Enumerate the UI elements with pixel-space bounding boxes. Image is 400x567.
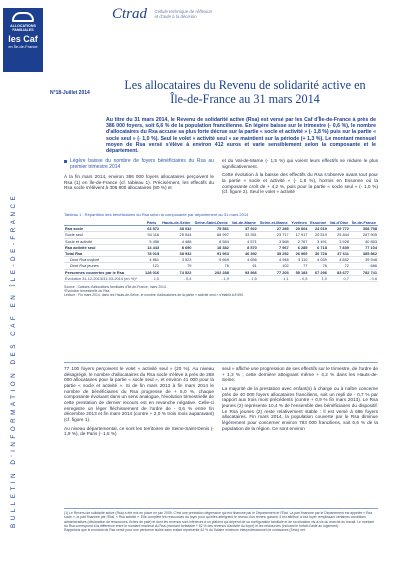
table-cell: 24 019 [308, 226, 327, 232]
table-cell: 20 519 [308, 232, 327, 238]
table-cell: 7 967 [258, 244, 290, 250]
table-cell: 40 853 [350, 238, 378, 244]
table-cell: 8 570 [230, 244, 258, 250]
row-label: Rsa socle [64, 226, 143, 232]
table-cell: 202 288 [192, 269, 229, 275]
row-label: Rsa activité seul [64, 244, 143, 250]
row-label: Socle et activité [64, 238, 143, 244]
logo-line1: ALLOCATIONS [10, 24, 36, 28]
table-cell: 6 718 [308, 244, 327, 250]
table-notes [64, 285, 378, 298]
table-header-cell: Seine-et-Marne [259, 220, 288, 225]
table-cell: 39 948 [350, 257, 378, 263]
table-cell: 79 [160, 263, 192, 269]
bulletin-vertical-title: BULLETIN D'INFORMATION DES CAF EN ÎLE-DE-FRANCE [10, 192, 17, 528]
logo-caf: les Caf [8, 34, 38, 45]
table-cell: 77 203 [258, 269, 290, 275]
table-cell: 4 488 [160, 238, 192, 244]
table-header-cell: Hauts-de-Seine [160, 220, 192, 226]
table-cell: 54 116 [143, 232, 160, 238]
table-cell: 29 772 [328, 226, 350, 232]
table-cell: 66 997 [192, 232, 229, 238]
table-cell: 93 566 [230, 269, 258, 275]
paragraph: et du Val-de-Marne (- 1,5 %) qui voient leurs effectifs se réduire le plus significativement. [222, 158, 378, 169]
table-header-cell: Val-de-Marne [231, 220, 256, 225]
brand-sub-line1: Cellule technique de réflexion [154, 9, 213, 14]
table-cell: 4 948 [258, 257, 290, 263]
table-header-cell: Yvelines [291, 220, 307, 225]
table-header-cell: Val-d'Oise [329, 220, 349, 225]
footnotes [64, 511, 378, 532]
brand-sub-line2: et d'aide à la décision [154, 14, 197, 20]
table-source: Source : Caisses d'allocations familiales d'Île-de-France, mars 2014. [64, 285, 167, 290]
table-cell: 77 [290, 263, 309, 269]
brand-name: Ctrad [112, 6, 148, 22]
table-cell: 35 252 [258, 251, 290, 257]
table-cell: 1,0 [308, 275, 327, 281]
table-cell: 63 572 [143, 226, 160, 232]
table-cell: 30 728 [308, 251, 327, 257]
table-cell: 7 839 [328, 244, 350, 250]
row-label: Total Rsa [64, 251, 143, 257]
table-cell: 75 581 [192, 226, 229, 232]
paragraph: La majorité de la prestation avec enfant(s) à charge ou à naître concerne près de 40 000 foyers allocataires franciliens, soit un repli de - 0,7 % par rapport aux trois mois précédents (contre + 0,9 % fin mars 2013). Le Rsa jeunes (2) représente 10,4 % de l'ensemble des bénéficiaires du dispositif. Le Rsa jeunes (2) reste relativement stable : il est versé à 686 foyers allocataires. Fin mars 2014, la population couverte par le Rsa diminue légèrement pour concerner environ 783 000 franciliens, soit 6,6 % de la population de la région. Ce sont environ [222, 385, 378, 431]
table-cell: 37 611 [328, 251, 350, 257]
table-cell: 121 [143, 263, 160, 269]
page-title: Les allocataires du Revenu de solidarité active en Île-de-France au 31 mars 2014 [124, 78, 366, 106]
table-cell: 385 862 [350, 251, 378, 257]
table-header-cell: Paris [143, 220, 160, 226]
paragraph: seul » affiche une progression de ses effectifs sur le trimestre, de l'ordre de + 1,3 % ; cette dernière atteignant même + 4,2 % dans les Hauts-de-Seine. [222, 366, 378, 383]
table-body [64, 226, 378, 282]
table-cell: 8 584 [192, 238, 229, 244]
table-cell: 9 669 [192, 257, 229, 263]
table-row [64, 275, 378, 281]
table-cell: 4 656 [230, 257, 258, 263]
table-cell: 26 969 [290, 251, 309, 257]
table-cell: 25 544 [160, 232, 192, 238]
table-cell: 1,1 [258, 275, 290, 281]
table-cell: 61 [230, 263, 258, 269]
table-cell: 55 183 [290, 269, 309, 275]
table-cell: 38 932 [160, 251, 192, 257]
table-cell: 78 015 [143, 251, 160, 257]
table-cell: - 1,5 [230, 275, 258, 281]
paragraph: Cette évolution à la baisse des effectifs du Rsa s'observe avant tout pour la partie « socle et activité » (- 1,8 %), hormis en Essonne où la composante croît de + 4,2 %, puis pour la partie « socle seul » (- 1,0 %) (cf. figure 2). Seul le volet « activité [222, 172, 378, 195]
row-label: Socle seul [64, 232, 143, 238]
table-cell: 76 [308, 263, 327, 269]
logo-line2: FAMILIALES [12, 28, 34, 33]
table-cell: 33 351 [230, 232, 258, 238]
footnote: (1) Le Revenu de solidarité active (Rsa) a été mis en place en juin 2009. C'est une prestation dégressive qui est financée par le Département et l'État. La part financée par le Département est appelée « Rsa socle », la part financée par l'État, « Rsa activité ». Elle complète les ressources du foyer pour qu'elles atteignent le niveau d'un revenu garanti. Il est attribué à tout foyer remplissant certaines conditions administratives (déclaration de ressources, fiches de paie) et dont les revenus sont inférieurs à un plafond qui dépend de sa configuration familiale et de sa situation vis-à-vis du marché du travail. Le montant du Rsa correspond à la différence entre le montant maximal du Rsa (montant forfaitaire + 62 % des revenus d'activité du foyer) et les ressources (incluant le forfait d'aide au logement). [64, 511, 375, 528]
table-header-cell: Seine-Saint-Denis [192, 220, 229, 226]
sidebar [0, 0, 48, 567]
rsa-table [64, 220, 378, 282]
caf-logo [3, 8, 43, 72]
table-cell: 6 285 [290, 244, 309, 250]
footnote: Rappelons que le montant de Rsa versé pour une personne isolée sans enfant représente 44 % du Salaire minimum interprofessionnel de croissance (Smic) net. [64, 528, 306, 533]
table-cell: 102 [258, 263, 290, 269]
upper-column-right [222, 158, 378, 198]
caf-logo-icon [12, 12, 34, 22]
table-header-cell: Île-de-France [351, 220, 377, 225]
intro-paragraph: Au titre du 31 mars 2014, le Revenu de solidarité active (Rsa) est versé par les Caf d'Île-de-France à près de 386 000 foyers, soit 6,6 % de la population francilienne. En légère baisse sur le trimestre (- 0,6 %), le nombre d'allocataires du Rsa accuse sa plus forte décrue sur la partie « socle et activité » (- 1,8 %) puis sur la partie « socle seul » (- 1,0 %). Seul le volet « activité seul » se maintient sur la période (+ 1,3 %). Le montant mensuel moyen de Rsa versé s'élève à environ 412 euros et varie sensiblement selon la composante et le département. [106, 117, 376, 155]
paragraph: À la fin mars 2014, environ 386 000 foyers allocataires perçoivent le Rsa (1) en Île-de-France (cf. tableau 1). Précisément, les effectifs du Rsa socle s'élèvent à 308 800 allocataires (80 %) et [64, 174, 214, 191]
table-cell: 3 568 [258, 238, 290, 244]
table-cell: 17 917 [290, 232, 309, 238]
table-cell: 37 922 [230, 226, 258, 232]
table-cell: - 0,6 [350, 275, 378, 281]
table-cell: - 0,5 [290, 275, 309, 281]
table-cell: 38 032 [160, 226, 192, 232]
table-reading-note: Lecture : Fin mars 2014, dans les Hauts-de-Seine, le nombre d'allocataires de la partie « activité seul » s'établit à 8 690. [64, 293, 244, 298]
upper-column-left [64, 158, 214, 194]
table-cell: - 0,4 [160, 275, 192, 281]
table-cell: - 1,9 [192, 275, 229, 281]
table-cell: 20 664 [290, 226, 309, 232]
lower-column-right [222, 366, 378, 434]
table-cell: 3 110 [290, 257, 309, 263]
table-cell: 4 852 [328, 257, 350, 263]
table-cell: 0,7 [328, 275, 350, 281]
table-caption: Tableau 1 : Répartition des bénéficiaires du Rsa selon la composante par département au 31 mars 2014 [64, 212, 249, 217]
footnote-divider [64, 508, 378, 509]
table-cell: 2 767 [290, 238, 309, 244]
table-cell: 14 443 [143, 244, 160, 250]
row-label: Dont Rsa jeunes [64, 263, 143, 269]
table-cell: 5 456 [143, 238, 160, 244]
table-cell: 8 690 [160, 244, 192, 250]
table-note: *Évolution trimestrielle du Rsa. [64, 289, 111, 294]
table-cell: 4 861 [143, 257, 160, 263]
table-cell: 3 928 [328, 238, 350, 244]
table-cell: 3 523 [160, 257, 192, 263]
table-cell: 4 039 [308, 257, 327, 263]
divider [64, 362, 378, 363]
table-cell: 782 741 [350, 269, 378, 275]
table-cell: 3 491 [308, 238, 327, 244]
table-header-cell: Essonne [310, 220, 327, 225]
lower-column-left [64, 366, 214, 440]
table-cell: 128 016 [143, 269, 160, 275]
table-cell: 23 717 [258, 232, 290, 238]
row-label: Personnes couvertes par le Rsa [64, 269, 143, 275]
table-cell: 25 844 [328, 232, 350, 238]
table-cell: 72 [328, 263, 350, 269]
table-cell: 46 392 [230, 251, 258, 257]
table-cell: 4 571 [230, 238, 258, 244]
table-1 [64, 212, 378, 298]
table-cell: 83 677 [328, 269, 350, 275]
table-cell: 18 382 [192, 244, 229, 250]
header [112, 6, 212, 24]
section-heading: Légère baisse du nombre de foyers bénéficiaires du Rsa au premier trimestre 2014 [64, 158, 214, 170]
issue-number: N°18-Juillet 2014 [50, 90, 90, 96]
paragraph: 77 100 foyers perçoivent le volet « activité seul » (20 %). Au niveau désagrégé, le nombre d'allocataires du Rsa socle s'élève à près de 268 000 allocataires pour la partie « socle seul », et environ 41 000 pour la partie « socle et activité ». Si de fin mars 2013 à fin mars 2014 le nombre de bénéficiaires du Rsa progresse de + 5,0 %, chaque composante évoluant dans un sens analogue, l'évolution trimestrielle de cette prestation de dernier recours est en revanche négative. Celle-ci enregistre un léger fléchissement de l'ordre de - 0,6 % entre fin décembre 2013 et fin mars 2014 (contre + 2,0 % trois mois auparavant) (cf. figure 1). [64, 366, 214, 422]
table-cell: 77 104 [350, 244, 378, 250]
table-cell: 76 [192, 263, 229, 269]
paragraph: Au niveau départemental, ce sont les territoires de Seine-Saint-Denis (- 1,9 %), de Paris (- 1,5 %) [64, 425, 214, 437]
row-label: Évolution 31-12-2013/31-03-2014 (en %)* [64, 275, 143, 281]
table-cell: 308 758 [350, 226, 378, 232]
table-cell: 27 285 [258, 226, 290, 232]
row-label: Dont Rsa majoré [64, 257, 143, 263]
table-cell: 267 905 [350, 232, 378, 238]
table-cell: 686 [350, 263, 378, 269]
table-cell: 91 963 [192, 251, 229, 257]
logo-place: en Île-de-France [8, 44, 38, 50]
table-cell: - 1,5 [143, 275, 160, 281]
brand-subtitle [154, 9, 212, 19]
table-cell: 67 296 [308, 269, 327, 275]
table-cell: 74 522 [160, 269, 192, 275]
